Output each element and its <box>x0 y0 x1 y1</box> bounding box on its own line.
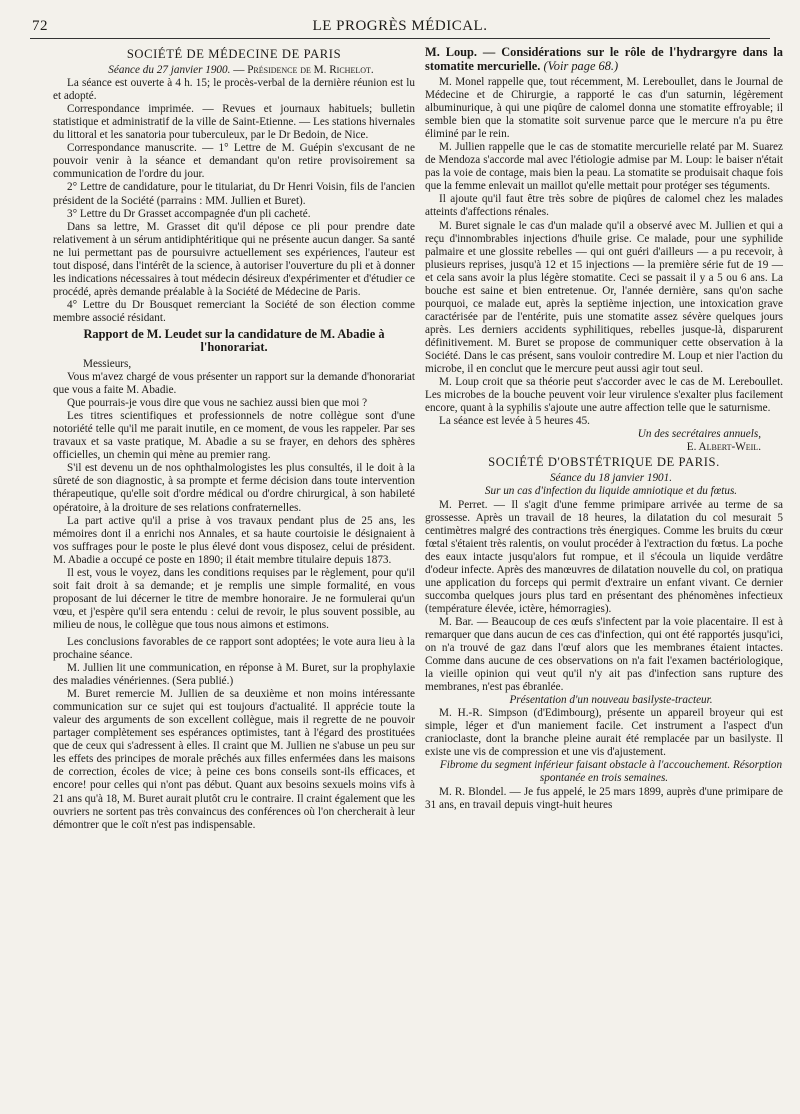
paragraph: M. R. Blondel. — Je fus appelé, le 25 mars 1899, auprès d'une primipare de 31 ans, en travail depuis vingt-huit heures <box>425 785 783 811</box>
paragraph: M. Buret signale le cas d'un malade qu'il a observé avec M. Jullien et qui a reçu d'innombrables injections d'huile grise. Ce malade, pour une syphilide palmaire et une glossite rebelles — qui ont guéri d'ailleurs — a pu recevoir, à plusieurs reprises, jusqu'à 12 et 15 injections — la première série fut de 19 — et cela sans avoir la plus légère stomatite. Ceci se passait il y a 5 ou 6 ans. La bouche est saine et bien entretenue. Or, l'année dernière, sans qu'on sache pourquoi, ce malade eut, après la septième injection, une intoxication grave caractérisée par de l'entérite, puis une stomatite assez sévère quelques jours après. Les derniers accidents syphilitiques, rebelles jusque-là, disparurent définitivement. M. Buret se propose de communiquer cette observation à la Société. Dans le cas présent, sans vouloir contredire M. Loup et nier l'action du microbe, il en conclut que le mercure peut aussi agir tout seul. <box>425 219 783 376</box>
paragraph: M. Monel rappelle que, tout récemment, M. Lereboullet, dans le Journal de Médecine et de Chirurgie, a rapporté le cas d'un saturnin, légèrement albuminurique, à qui une piqûre de calomel donna une stomatite effroyable; il semble bien que la stomatite soit survenue parce que le mercure n'a pu être éliminé par le rein. <box>425 76 783 141</box>
paragraph: La séance est levée à 5 heures 45. <box>439 415 590 428</box>
paragraph: Il est, vous le voyez, dans les conditions requises par le règlement, pour qu'il soit fait droit à sa demande; et je remplis une simple formalité, en vous proposant de lui décerner le titre de membre honoraire. Je ne formulerai qu'un vœu, et j'espère qu'il sera entendu : celui de revoir, le plus souvent possible, au milieu de nous, le collègue que tous nous aimons et estimons. <box>53 566 415 631</box>
journal-title: LE PROGRÈS MÉDICAL. <box>312 18 488 34</box>
society-title-2: SOCIÉTÉ D'OBSTÉTRIQUE DE PARIS. <box>488 455 720 470</box>
paragraph: Dans sa lettre, M. Grasset dit qu'il dépose ce pli pour prendre date relativement à un sérum antidiphtéritique qui ne présente aucun danger. Sa santé ne lui permettant pas de poursuivre actuellement ses expériences, l'auteur est tout disposé, dans l'intérêt de la science, à autoriser l'ouverture du pli et à donner les indications nécessaires à tout médecin désireux d'expérimenter et d'étudier ce procédé, après demande préalable à la Société de Médecine de Paris. <box>53 220 415 298</box>
subheading: Sur un cas d'infection du liquide amniotique et du fœtus. <box>484 485 738 498</box>
paragraph: M. Jullien rappelle que le cas de stomatite mercurielle relaté par M. Suarez de Mendoza s'accorde mal avec l'étiologie admise par M. Loup: le baiser n'était pas la voie de contage, mais bien la peau. La stomatite se produisait chaque fois que la femme enlevait un maillot qu'elle mettait pour protéger ses téguments. <box>425 141 783 193</box>
paragraph: Vous m'avez chargé de vous présenter un rapport sur la demande d'honorariat que vous a faite M. Abadie. <box>53 371 415 397</box>
signature-role <box>425 428 783 441</box>
paragraph: M. Bar. — Beaucoup de ces œufs s'infectent par la voie placentaire. Il est à remarquer que dans aucun de ces cas d'infection, qui ont été rapportés jusqu'ici, on n'a trouvé de gaz dans l'œuf alors que les membranes étaient intactes. Comme dans aucune de ces observations on n'a fait l'examen bactériologique, la vieille opinion qui veut qu'il n'y ait pas d'infection sans rupture des membranes, n'est pas ébranlée. <box>425 615 783 694</box>
left-column <box>53 46 415 832</box>
paragraph: La séance est ouverte à 4 h. 15; le procès-verbal de la dernière réunion est lu et adopté. <box>53 77 415 103</box>
society-title: SOCIÉTÉ DE MÉDECINE DE PARIS <box>126 47 342 61</box>
paragraph: M. H.-R. Simpson (d'Edimbourg), présente un appareil broyeur qui est simple, léger et d'un maniement facile. Cet instrument a l'aspect d'un cranioclaste, dont la branche pleine aurait été remplacée par un basilyste. Il existe une vis de compression et une vis d'ajustement. <box>425 707 783 759</box>
paragraph: Les conclusions favorables de ce rapport sont adoptées; le vote aura lieu à la prochaine séance. <box>53 635 415 662</box>
paragraph: Les titres scientifiques et professionnels de notre collègue sont d'une notoriété telle qu'il me parait inutile, en ce moment, de vous les rappeler. Par ses travaux et sa vaste pratique, M. Abadie a su se frayer, en dehors des sphères officielles, un chemin qui mène au premier rang. <box>53 410 415 462</box>
session-line <box>53 64 415 77</box>
subheading: Présentation d'un nouveau basilyste-tracteur. <box>509 694 713 707</box>
session-line-2 <box>425 472 783 485</box>
loup-title-text: M. Loup. — Considérations sur le rôle de l'hydrargyre dans la stomatite mercurielle. <box>425 45 783 73</box>
paragraph: 4° Lettre du Dr Bousquet remerciant la Société de son élection comme membre associé résidant. <box>53 298 415 324</box>
running-header <box>30 16 770 39</box>
paragraph: Correspondance imprimée. — Revues et journaux habituels; bulletin statistique et administratif de la ville de Saint-Etienne. — Les stations hivernales du littoral et les sanatoria pour tuberculeux, par le Dr Bedoin, de Nice. <box>53 103 415 142</box>
paragraph: Correspondance manuscrite. — 1° Lettre de M. Guépin s'excusant de ne pouvoir venir à la séance et demandant qu'on retire provisoirement sa communication de l'ordre du jour. <box>53 142 415 181</box>
page-number: 72 <box>32 18 48 34</box>
report-title: Rapport de M. Leudet sur la candidature de M. Abadie à l'honorariat. <box>83 326 385 355</box>
paragraph: La part active qu'il a prise à vos travaux pendant plus de 25 ans, les mémoires dont il a enrichi nos Annales, et sa haute courtoisie le désignaient à vos suffrages pour le poste le plus élevé dont vous disposez, celui de président. M. Abadie a occupé ce poste en 1890; il était membre titulaire depuis 1873. <box>53 514 415 566</box>
loup-title <box>425 46 783 73</box>
signature-role-text: Un des secrétaires annuels, <box>637 428 761 441</box>
paragraph: Que pourrais-je vous dire que vous ne sachiez aussi bien que moi ? <box>67 397 368 410</box>
paragraph: Il ajoute qu'il faut être très sobre de piqûres de calomel chez les malades atteints d'affections rénales. <box>425 193 783 219</box>
subheading: Fibrome du segment inférieur faisant obstacle à l'accouchement. Résorption spontanée en trois semaines. <box>439 759 783 785</box>
paragraph: M. Jullien lit une communication, en réponse à M. Buret, sur la prophylaxie des maladies vénériennes. (Sera publié.) <box>53 662 415 688</box>
right-column <box>425 46 783 812</box>
paragraph: M. Perret. — Il s'agit d'une femme primipare arrivée au terme de sa grossesse. Après un travail de 18 heures, la dilatation du col mesurait 5 centimètres malgré des contractions très énergiques. Comme les bruits du cœur fœtal s'étaient très ralentis, on voulut procéder à l'extraction du fœtus. La poche des eaux intacte jusqu'alors fut rompue, et il s'écoula un liquide verdâtre d'odeur infecte. Après des manœuvres de dilatation nouvelle du col, on pratiqua une application du forceps qui permit d'extraire un enfant vivant. Ce dernier succomba quelques jours plus tard en présentant des phénomènes infectieux (température élevée, ictère, hémorragies). <box>425 498 783 615</box>
paragraph: 3° Lettre du Dr Grasset accompagnée d'un pli cacheté. <box>67 207 311 220</box>
session-date-2: Séance du 18 janvier 1901. <box>549 472 673 485</box>
signature-name: E. Albert-Weil. <box>686 441 761 454</box>
session-presidency: — Présidence de M. Richelot. <box>233 64 374 77</box>
loup-reference: (Voir page 68.) <box>543 58 619 73</box>
paragraph: Messieurs, <box>83 357 132 370</box>
paragraph: 2° Lettre de candidature, pour le titulariat, du Dr Henri Voisin, fils de l'ancien président de la Société (parrains : MM. Jullien et Buret). <box>53 181 415 207</box>
paragraph: M. Buret remercie M. Jullien de sa deuxième et non moins intéressante communication sur ce sujet qui est toujours d'actualité. Il apprécie toute la valeur des arguments de son excellent collègue, mais il regrette de ne pouvoir partager complètement ses espérances optimistes, tant à l'égard des prostituées que de ceux qui s'adressent à elles. Il craint que M. Jullien ne s'abuse un peu sur les effets des principes de morale prêchés aux filles enfermées dans les maisons de correction, écoles de vice; à peine ces bons conseils sont-ils efficaces, et encore! pour celles qui n'ont pas début. Quant aux besoins sexuels moins vifs à 21 ans qu'à 18, M. Buret aurait plutôt cru le contraire. Il craint également que les ouvriers ne sortent pas très convaincus des conférences où l'on chercherait à leur démontrer que le coït n'est pas indispensable. <box>53 688 415 831</box>
paragraph: M. Loup croit que sa théorie peut s'accorder avec le cas de M. Lereboullet. Les microbes de la bouche peuvent voir leur virulence s'exalter plus facilement encore, quant à la syphilis s'ajoute une autre affection telle que le saturnisme. <box>425 376 783 415</box>
paragraph: S'il est devenu un de nos ophthalmologistes les plus consultés, il le doit à la sûreté de son diagnostic, à sa prompte et ferme décision dans toute intervention thérapeutique, qu'elle soit d'ordre médical ou d'ordre chirurgical, à son habileté opératoire, à la droiture de ses relations confraternelles. <box>53 462 415 514</box>
session-date: Séance du 27 janvier 1900. <box>108 64 231 77</box>
